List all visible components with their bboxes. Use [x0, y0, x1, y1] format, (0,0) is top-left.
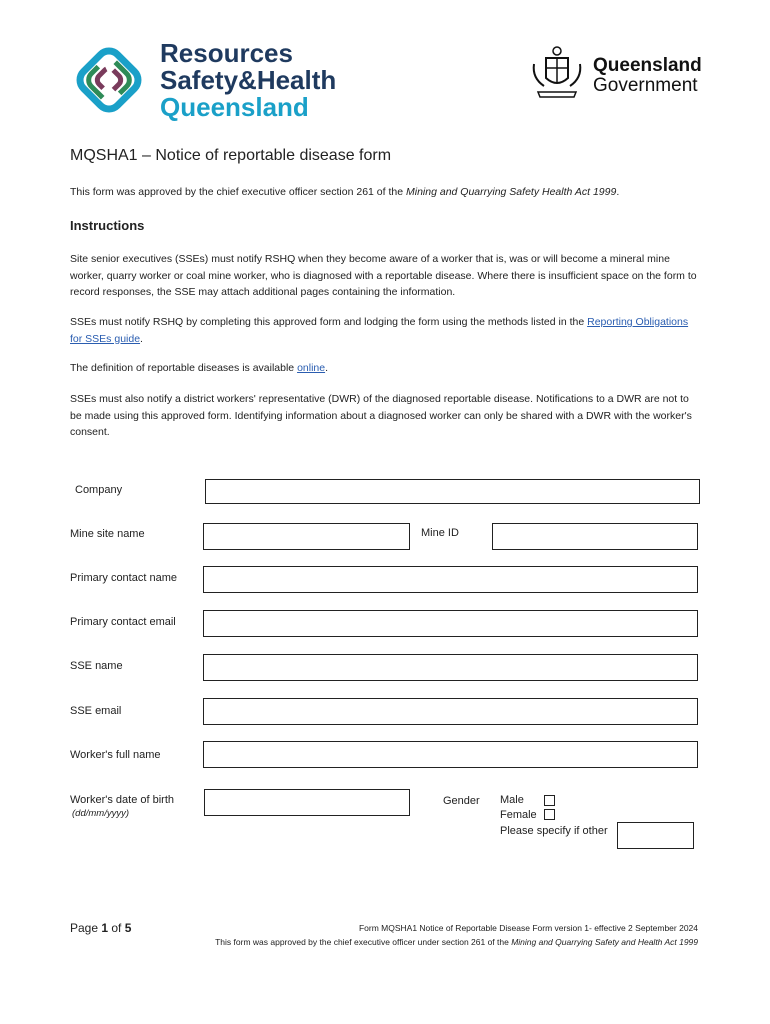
female-label: Female	[500, 809, 537, 821]
dob-format-hint: (dd/mm/yyyy)	[72, 808, 129, 819]
online-link[interactable]: online	[297, 362, 326, 374]
logo-line-1: Resources	[160, 38, 293, 68]
worker-dob-input[interactable]	[204, 789, 410, 816]
mine-id-input[interactable]	[492, 523, 698, 550]
primary-contact-name-label: Primary contact name	[70, 572, 177, 584]
approval-statement: This form was approved by the chief executive officer section 261 of the Mining and Quarrying Safety Health Act 1999.	[70, 186, 620, 198]
male-checkbox[interactable]	[544, 795, 555, 806]
company-input[interactable]	[205, 479, 700, 504]
sse-email-input[interactable]	[203, 698, 698, 725]
qg-line-2: Government	[593, 75, 698, 96]
rshq-logo-icon	[68, 42, 150, 117]
primary-contact-email-label: Primary contact email	[70, 616, 176, 628]
qg-logo-text	[593, 56, 702, 96]
worker-full-name-label: Worker's full name	[70, 749, 161, 761]
logo-line-2: Safety&Health	[160, 65, 337, 95]
primary-contact-name-input[interactable]	[203, 566, 698, 593]
logo-line-3: Queensland	[160, 92, 309, 122]
form-version-text: Form MQSHA1 Notice of Reportable Disease Form version 1- effective 2 September 2024	[358, 923, 698, 933]
page-number: Page 1 of 5	[70, 921, 132, 935]
reporting-obligations-link[interactable]: Reporting Obligations for SSEs guide	[70, 316, 689, 345]
mine-site-name-label: Mine site name	[70, 528, 145, 540]
male-label: Male	[500, 794, 524, 806]
instructions-para-2: SSEs must notify RSHQ by completing this approved form and lodging the form using the methods listed in the Reporting Obligations for SSEs guide.	[70, 316, 689, 345]
gender-label: Gender	[443, 795, 480, 807]
instructions-para-1: Site senior executives (SSEs) must notify RSHQ when they become aware of a worker that is, was or will become a mineral mine worker, quarry worker or coal mine worker, who is diagnosed with a reportable disease. Where there is insufficient space on the form to record responses, the SSE may attach additional pages containing the information.	[70, 253, 697, 298]
qg-line-1: Queensland	[593, 55, 702, 76]
female-checkbox[interactable]	[544, 809, 555, 820]
instructions-heading: Instructions	[70, 218, 145, 233]
sse-email-label: SSE email	[70, 705, 122, 717]
instructions-para-4: SSEs must also notify a district workers' representative (DWR) of the diagnosed reportable disease. Notifications to a DWR are not to be made using this approved form. Identifying information about a diagnosed worker can only be shared with a DWR with the worker's consent.	[70, 393, 692, 438]
gender-other-input[interactable]	[617, 822, 694, 849]
footer-approval-text: This form was approved by the chief executive officer under section 261 of the Mining and Quarrying Safety and Health Act 1999	[215, 937, 698, 947]
gender-other-label: Please specify if other	[500, 825, 608, 837]
mine-site-name-input[interactable]	[203, 523, 410, 550]
worker-dob-label: Worker's date of birth	[70, 794, 174, 806]
primary-contact-email-input[interactable]	[203, 610, 698, 637]
page-title: MQSHA1 – Notice of reportable disease form	[70, 147, 392, 164]
queensland-crest-icon	[528, 44, 586, 100]
instructions-para-3: The definition of reportable diseases is available online.	[70, 362, 329, 374]
sse-name-label: SSE name	[70, 660, 123, 672]
mine-id-label: Mine ID	[421, 527, 459, 539]
worker-full-name-input[interactable]	[203, 741, 698, 768]
company-label: Company	[75, 484, 123, 496]
sse-name-input[interactable]	[203, 654, 698, 681]
rshq-logo-text	[160, 40, 336, 121]
